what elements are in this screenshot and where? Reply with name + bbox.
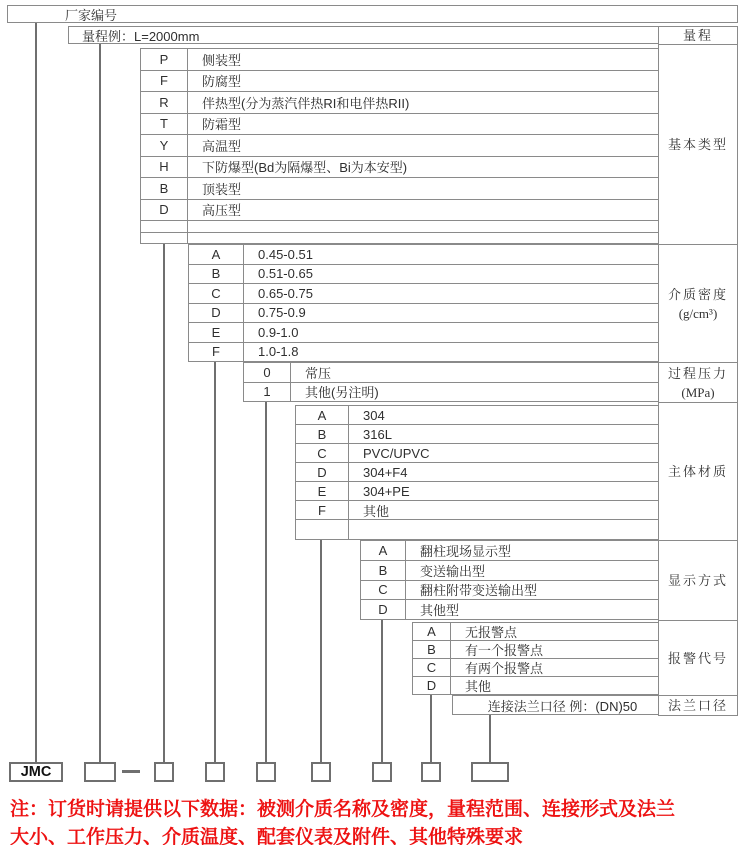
connector-line	[320, 540, 322, 762]
model-prefix: JMC	[20, 764, 52, 780]
desc-cell: 其他	[363, 503, 390, 519]
desc-cell: 有两个报警点	[465, 661, 544, 676]
table-row-empty	[296, 520, 658, 539]
code-cell: D	[141, 200, 188, 221]
label-text: 显示方式	[667, 573, 728, 588]
order-note-line2: 大小、工作压力、介质温度、配套仪表及附件、其他特殊要求	[10, 827, 524, 845]
label-material	[659, 403, 737, 541]
label-unit: (MPa)	[681, 384, 715, 400]
desc-cell: 316L	[363, 426, 392, 442]
desc-cell: 侧装型	[202, 52, 242, 68]
table-row	[413, 623, 658, 641]
label-alarm-code	[659, 621, 737, 696]
desc-cell: 1.0-1.8	[258, 344, 299, 360]
code-cell: A	[296, 406, 349, 424]
table-row	[413, 641, 658, 659]
desc-cell: 防霜型	[202, 117, 242, 133]
desc-cell: 变送输出型	[420, 563, 486, 579]
dash-separator	[122, 770, 140, 773]
order-note-line1: 注：订货时请提供以下数据：被测介质名称及密度，量程范围、连接形式及法兰	[10, 799, 676, 820]
desc-cell: 0.9-1.0	[258, 324, 299, 340]
table-row	[141, 200, 658, 222]
table-row	[296, 463, 658, 482]
table-row	[189, 343, 658, 362]
label-basic-type	[659, 45, 737, 245]
desc-cell: 无报警点	[465, 625, 518, 640]
code-cell: 0	[244, 363, 291, 382]
density-table	[188, 244, 658, 362]
table-row	[141, 157, 658, 179]
desc-cell	[188, 221, 658, 232]
code-box-range	[84, 762, 116, 782]
label-text: 介质密度	[667, 286, 728, 302]
code-cell: A	[413, 623, 451, 640]
range-example-label: 量程例：L=2000mm	[82, 28, 200, 44]
table-row	[413, 659, 658, 677]
desc-cell: 304	[363, 407, 385, 423]
model-prefix-box	[9, 762, 63, 782]
desc-cell: PVC/UPVC	[363, 445, 430, 461]
label-range	[659, 27, 737, 45]
desc-cell: 0.75-0.9	[258, 305, 306, 321]
table-row	[141, 71, 658, 93]
code-cell: B	[296, 425, 349, 443]
label-density	[659, 245, 737, 363]
label-text: 量程	[682, 28, 713, 43]
table-row	[244, 363, 658, 383]
manufacturer-code-row	[7, 5, 738, 23]
table-row	[141, 178, 658, 200]
desc-cell: 其他(另注明)	[305, 385, 379, 401]
desc-cell: 304+PE	[363, 483, 410, 499]
code-box-alarm	[421, 762, 441, 782]
table-row	[296, 406, 658, 425]
code-cell: E	[296, 482, 349, 500]
code-cell: T	[141, 114, 188, 135]
table-row	[296, 425, 658, 444]
desc-cell: 下防爆型(Bd为隔爆型、Bi为本安型)	[202, 160, 408, 176]
desc-cell	[349, 520, 658, 539]
code-cell: D	[361, 600, 406, 619]
table-row	[141, 92, 658, 114]
code-cell	[141, 233, 188, 244]
code-cell: C	[296, 444, 349, 462]
table-row	[141, 114, 658, 136]
table-row	[361, 600, 658, 619]
code-cell: D	[413, 677, 451, 694]
table-row	[189, 265, 658, 285]
pressure-table	[243, 362, 658, 402]
desc-cell: 高压型	[202, 203, 242, 219]
code-cell: E	[189, 323, 244, 342]
code-box-material	[311, 762, 331, 782]
material-table	[295, 405, 658, 540]
connector-line	[265, 402, 267, 762]
code-cell: C	[189, 284, 244, 303]
basic-type-table	[140, 48, 658, 244]
connector-line	[430, 695, 432, 762]
code-cell	[141, 221, 188, 232]
label-text: 法兰口径	[667, 698, 728, 713]
label-text: 过程压力	[667, 365, 728, 381]
code-cell: H	[141, 157, 188, 178]
connector-line	[489, 715, 491, 762]
table-row	[413, 677, 658, 694]
connector-line	[381, 620, 383, 762]
code-cell: F	[141, 71, 188, 92]
code-cell: D	[296, 463, 349, 481]
table-row	[141, 49, 658, 71]
code-cell: B	[189, 265, 244, 284]
desc-cell: 其他型	[420, 603, 460, 619]
table-row	[189, 284, 658, 304]
table-row	[296, 482, 658, 501]
code-cell: A	[189, 245, 244, 264]
desc-cell: 防腐型	[202, 74, 242, 90]
order-note	[10, 796, 748, 845]
code-box-basic-type	[154, 762, 174, 782]
display-mode-table	[360, 540, 658, 620]
table-row	[296, 444, 658, 463]
table-row	[189, 304, 658, 324]
code-cell: F	[296, 501, 349, 519]
code-cell: C	[413, 659, 451, 676]
code-box-density	[205, 762, 225, 782]
label-pressure	[659, 363, 737, 403]
code-cell: P	[141, 49, 188, 70]
code-cell: A	[361, 541, 406, 560]
connector-line	[163, 244, 165, 762]
code-cell: D	[189, 304, 244, 323]
range-example-row	[68, 26, 658, 44]
label-display-mode	[659, 541, 737, 621]
table-row	[296, 501, 658, 520]
label-flange-size	[659, 696, 737, 716]
desc-cell: 0.45-0.51	[258, 246, 313, 262]
desc-cell: 伴热型(分为蒸汽伴热RI和电伴热RII)	[202, 95, 410, 111]
connector-line	[214, 362, 216, 762]
table-row-empty	[141, 221, 658, 233]
label-text: 主体材质	[667, 464, 728, 479]
code-cell: B	[141, 178, 188, 199]
desc-cell: 0.65-0.75	[258, 285, 313, 301]
code-cell: B	[361, 561, 406, 580]
desc-cell: 常压	[305, 365, 332, 381]
code-cell: R	[141, 92, 188, 113]
flange-size-row	[452, 695, 658, 715]
table-row-empty	[141, 233, 658, 244]
table-row	[361, 561, 658, 581]
code-cell: B	[413, 641, 451, 658]
desc-cell: 顶装型	[202, 181, 242, 197]
code-box-display-mode	[372, 762, 392, 782]
desc-cell: 高温型	[202, 138, 242, 154]
desc-cell: 翻柱现场显示型	[420, 543, 512, 559]
connector-line	[35, 23, 37, 762]
category-label-column	[658, 26, 738, 716]
label-text: 基本类型	[667, 137, 728, 152]
code-cell: 1	[244, 383, 291, 402]
code-box-flange	[471, 762, 509, 782]
code-cell: C	[361, 581, 406, 600]
desc-cell	[188, 233, 658, 244]
code-cell: F	[189, 343, 244, 362]
label-text: 报警代号	[667, 650, 728, 666]
desc-cell: 其他	[465, 679, 492, 694]
desc-cell: 翻柱附带变送输出型	[420, 583, 538, 599]
code-box-pressure	[256, 762, 276, 782]
connector-line	[99, 44, 101, 762]
table-row	[189, 323, 658, 343]
desc-cell: 0.51-0.65	[258, 266, 313, 282]
code-cell: Y	[141, 135, 188, 156]
table-row	[189, 245, 658, 265]
table-row	[361, 541, 658, 561]
table-row	[361, 581, 658, 601]
table-row	[244, 383, 658, 402]
label-unit: (g/cm³)	[678, 305, 718, 321]
table-row	[141, 135, 658, 157]
flange-size-text: 连接法兰口径 例：(DN)50	[487, 699, 638, 714]
manufacturer-code-label: 厂家编号	[65, 7, 118, 23]
desc-cell: 304+F4	[363, 464, 408, 480]
code-cell	[296, 520, 349, 539]
desc-cell: 有一个报警点	[465, 643, 544, 658]
alarm-table	[412, 622, 658, 695]
